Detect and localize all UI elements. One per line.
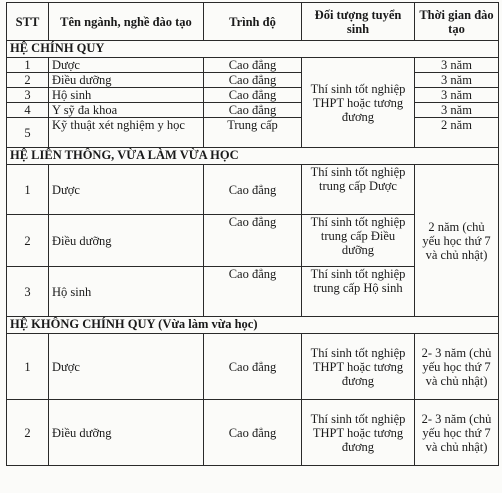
cell-target: Thí sinh tốt nghiệp trung cấp Dược <box>302 165 415 215</box>
cell-duration: 3 năm <box>415 103 499 118</box>
section-row <box>7 317 499 334</box>
cell-major: Điều dưỡng <box>49 400 204 466</box>
cell-target: Thí sinh tốt nghiệp THPT hoặc tương đương <box>302 400 415 466</box>
table-row <box>7 334 499 400</box>
cell-level: Cao đẳng <box>204 73 302 88</box>
cell-duration: 2- 3 năm (chủ yếu học thứ 7 và chủ nhật) <box>415 400 499 466</box>
cell-major: Dược <box>49 58 204 73</box>
section-title: HỆ LIÊN THÔNG, VỪA LÀM VỪA HỌC <box>7 148 499 165</box>
cell-duration: 3 năm <box>415 88 499 103</box>
section-row <box>7 41 499 58</box>
cell-level: Cao đẳng <box>204 58 302 73</box>
cell-duration: 2- 3 năm (chủ yếu học thứ 7 và chủ nhật) <box>415 334 499 400</box>
cell-target: Thí sinh tốt nghiệp THPT hoặc tương đương <box>302 334 415 400</box>
section-row <box>7 148 499 165</box>
table-row <box>7 73 499 88</box>
cell-level: Cao đẳng <box>204 88 302 103</box>
cell-major: Hộ sinh <box>49 267 204 317</box>
cell-stt: 3 <box>7 267 49 317</box>
col-level: Trình độ <box>204 3 302 41</box>
cell-duration: 3 năm <box>415 73 499 88</box>
cell-level: Cao đẳng <box>204 165 302 215</box>
cell-major: Y sỹ đa khoa <box>49 103 204 118</box>
cell-major: Kỹ thuật xét nghiệm y học <box>49 118 204 148</box>
col-target: Đối tượng tuyển sinh <box>302 3 415 41</box>
cell-target: Thí sinh tốt nghiệp trung cấp Hộ sinh <box>302 267 415 317</box>
col-major: Tên ngành, nghề đào tạo <box>49 3 204 41</box>
cell-stt: 1 <box>7 165 49 215</box>
cell-major: Hộ sinh <box>49 88 204 103</box>
table-row <box>7 165 499 215</box>
cell-level: Cao đẳng <box>204 215 302 267</box>
table-row <box>7 58 499 73</box>
cell-major: Điều dưỡng <box>49 215 204 267</box>
header-row <box>7 3 499 41</box>
col-stt: STT <box>7 3 49 41</box>
cell-duration: 2 năm (chủ yếu học thứ 7 và chủ nhật) <box>415 165 499 317</box>
cell-level: Cao đẳng <box>204 103 302 118</box>
table-row <box>7 118 499 148</box>
col-duration: Thời gian đào tạo <box>415 3 499 41</box>
table-row <box>7 103 499 118</box>
section-title: HỆ KHÔNG CHÍNH QUY (Vừa làm vừa học) <box>7 317 499 334</box>
cell-level: Cao đẳng <box>204 334 302 400</box>
cell-target: Thí sinh tốt nghiệp THPT hoặc tương đương <box>302 58 415 148</box>
table-row <box>7 88 499 103</box>
cell-stt: 5 <box>7 118 49 148</box>
cell-stt: 2 <box>7 73 49 88</box>
program-table <box>6 2 499 466</box>
cell-stt: 2 <box>7 215 49 267</box>
cell-major: Dược <box>49 165 204 215</box>
cell-stt: 1 <box>7 334 49 400</box>
cell-major: Điều dưỡng <box>49 73 204 88</box>
cell-level: Cao đẳng <box>204 267 302 317</box>
cell-major: Dược <box>49 334 204 400</box>
section-title: HỆ CHÍNH QUY <box>7 41 499 58</box>
cell-stt: 1 <box>7 58 49 73</box>
cell-duration: 3 năm <box>415 58 499 73</box>
cell-target: Thí sinh tốt nghiệp trung cấp Điều dưỡng <box>302 215 415 267</box>
cell-duration: 2 năm <box>415 118 499 148</box>
cell-stt: 4 <box>7 103 49 118</box>
table-row <box>7 400 499 466</box>
cell-stt: 2 <box>7 400 49 466</box>
cell-level: Trung cấp <box>204 118 302 148</box>
cell-level: Cao đẳng <box>204 400 302 466</box>
cell-stt: 3 <box>7 88 49 103</box>
